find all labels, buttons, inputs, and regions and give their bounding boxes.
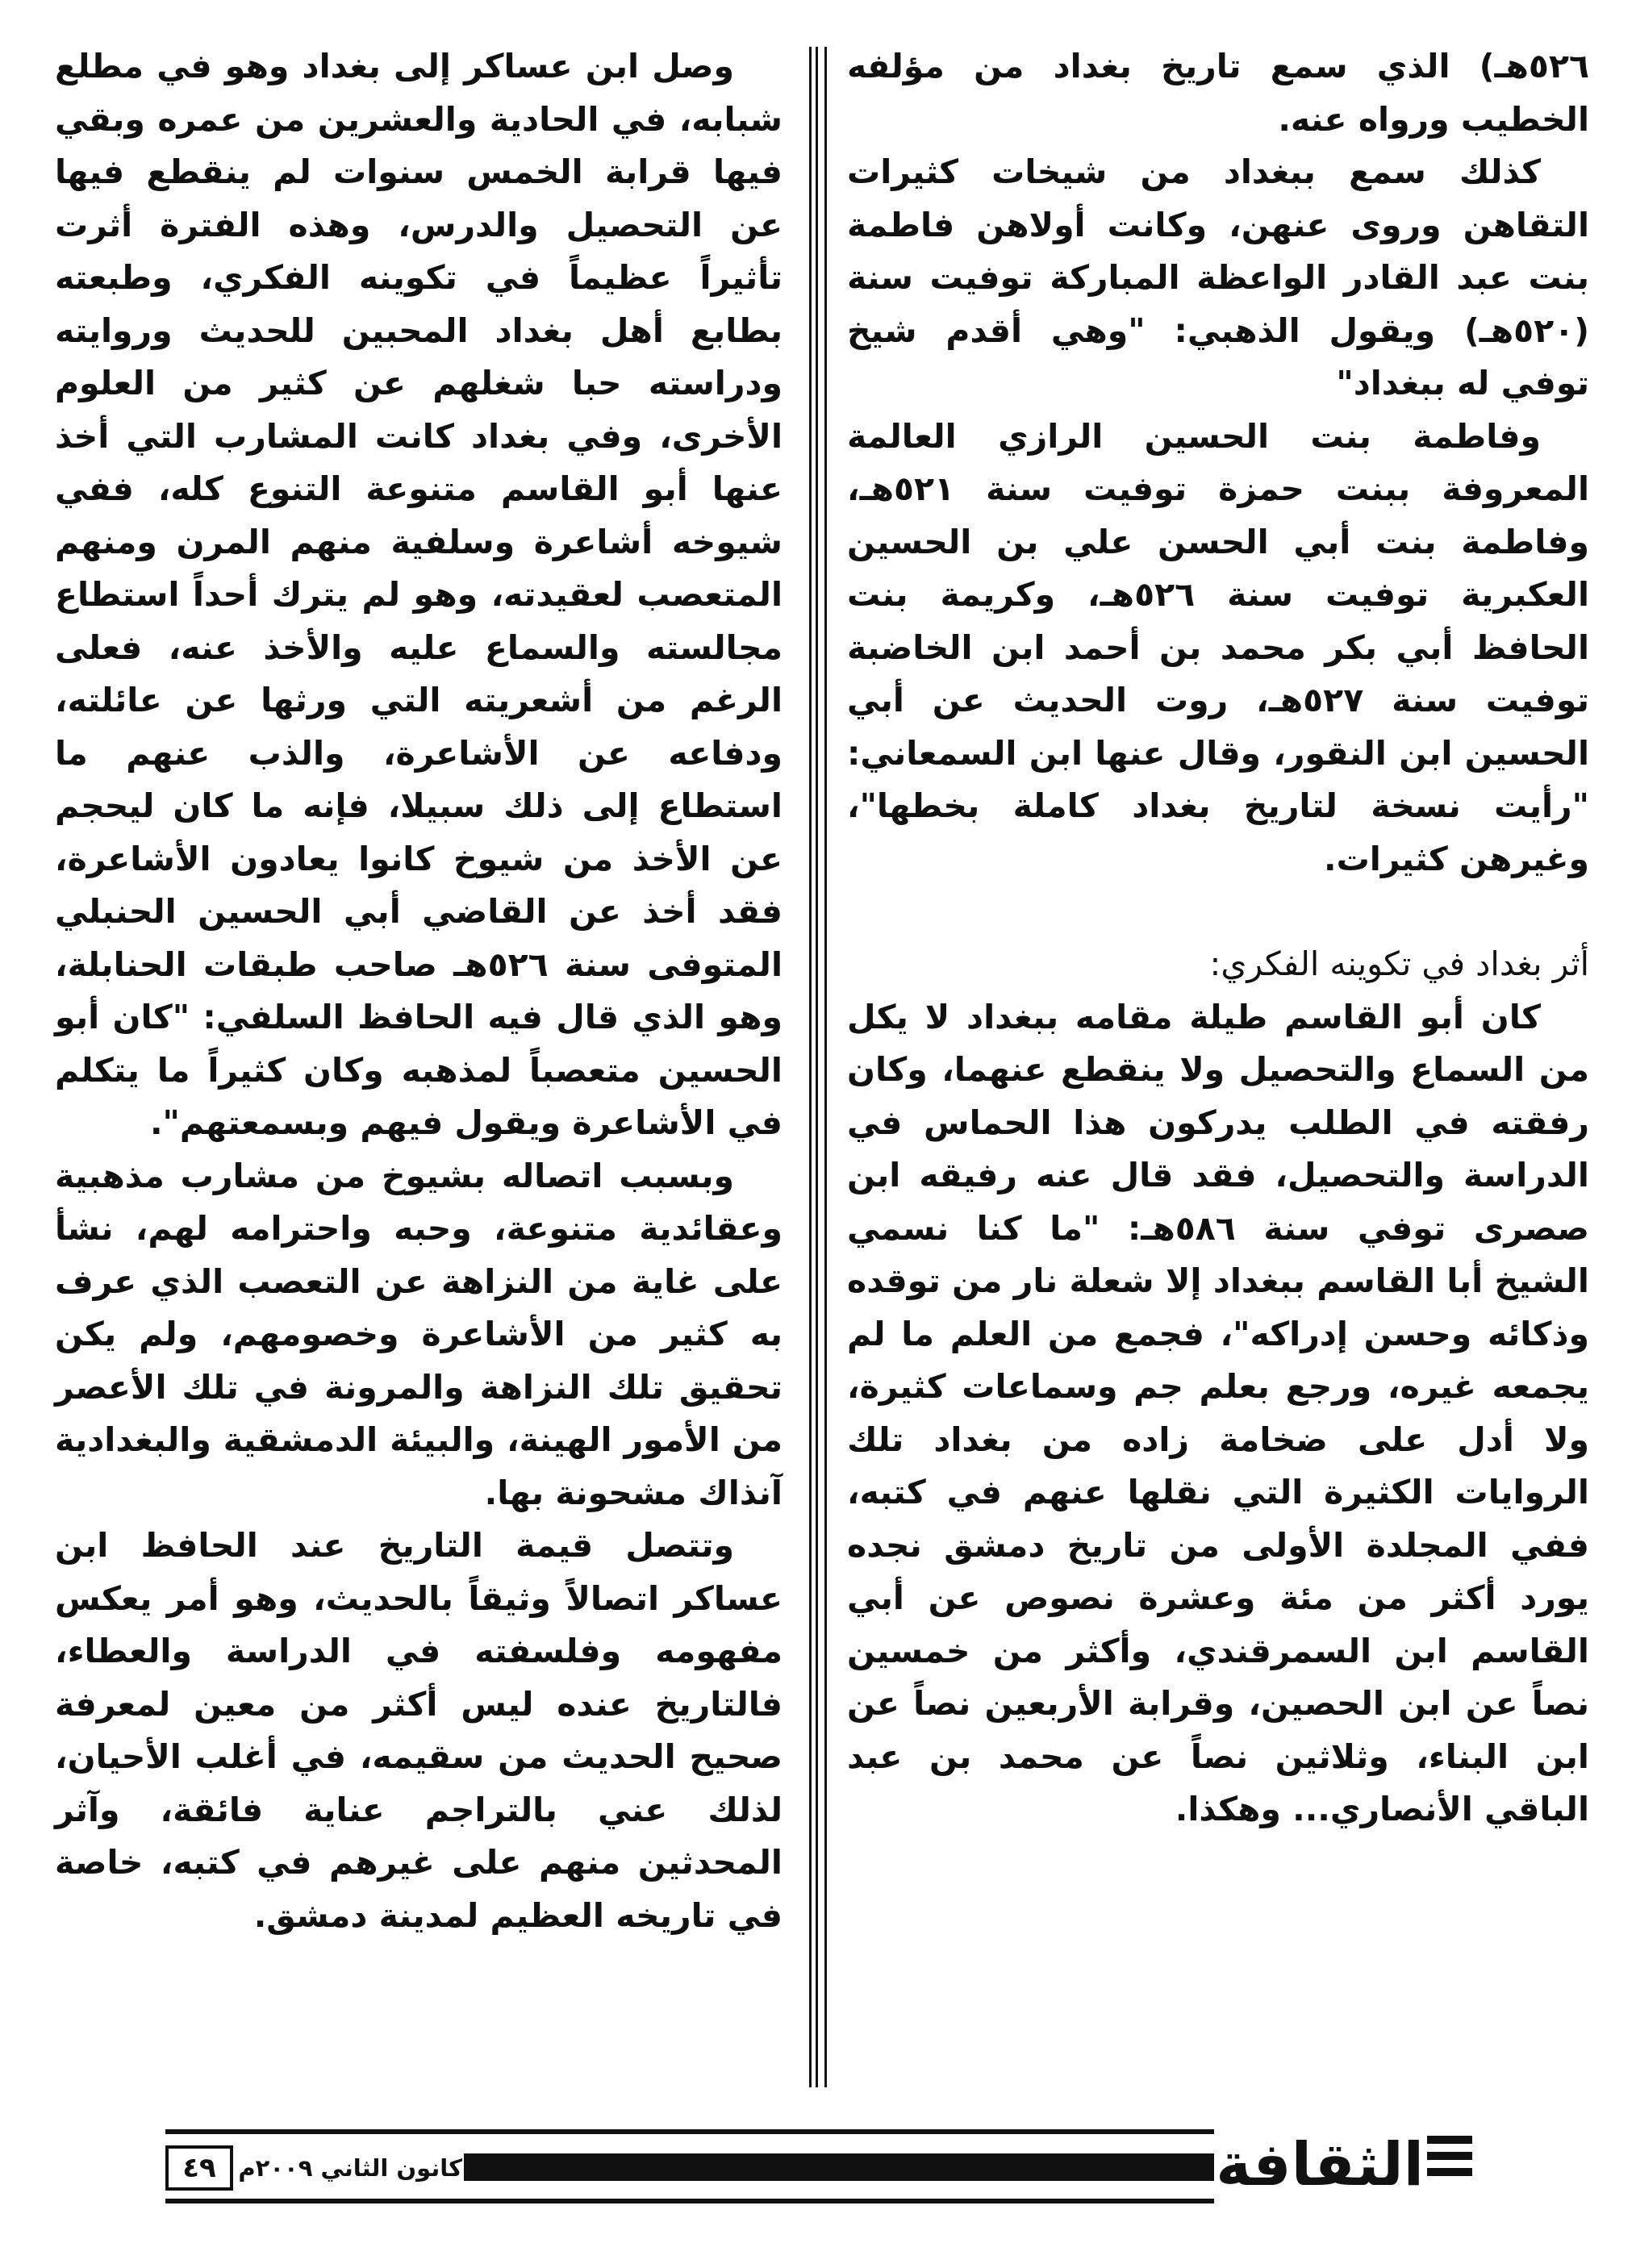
paragraph: وفاطمة بنت الحسين الرازي العالمة المعروفة ببنت حمزة توفيت سنة ٥٢١هـ، وفاطمة بنت أبي الحسن علي بن الحسين العكبرية توفيت سنة ٥٢٦هـ، وكريمة بنت الحافظ أبي بكر محمد بن أحمد ابن الخاضبة توفيت سنة ٥٢٧هـ، روت الحديث عن أبي الحسين ابن النقور، وقال عنها ابن السمعاني: "رأيت نسخة لتاريخ بغداد كاملة بخطها"، وغيرهن كثيرات.	[847, 416, 1589, 878]
footer-bar	[464, 2153, 1214, 2181]
paragraph: وتتصل قيمة التاريخ عند الحافظ ابن عساكر اتصالاً وثيقاً بالحديث، وهو أمر يعكس مفهومه وفلسفته في الدراسة والعطاء، فالتاريخ عنده ليس أكثر من معين لمعرفة صحيح الحديث من سقيمه، في أغلب الأحيان، لذلك عني بالتراجم عناية فائقة، وآثر المحدثين منهم على غيرهم في كتبه، خاصة في تاريخه العظيم لمدينة دمشق.	[55, 1526, 783, 1935]
section-heading: أثر بغداد في تكوينه الفكري:	[1209, 944, 1589, 983]
footer-rule	[165, 2129, 1214, 2134]
logo-bars-icon	[1427, 2136, 1472, 2192]
paragraph: كان أبو القاسم طيلة مقامه ببغداد لا يكل من السماع والتحصيل ولا ينقطع عنهما، وكان رفقته في الطلب يدركون هذا الحماس في الدراسة والتحصيل، فقد قال عنه رفيقه ابن صصرى توفي سنة ٥٨٦هـ: "ما كنا نسمي الشيخ أبا القاسم ببغداد إلا شعلة نار من توقده وذكائه وحسن إدراكه"، فجمع من العلم ما لم يجمعه غيره، ورجع بعلم جم وسماعات كثيرة، ولا أدل على ضخامة زاده من بغداد تلك الروايات الكثيرة التي نقلها عنهم في كتبه، ففي المجلدة الأولى من تاريخ دمشق نجده يورد أكثر من مئة وعشرة نصوص عن أبي القاسم ابن السمرقندي، وأكثر من خمسين نصاً عن ابن الحصين، وقرابة الأربعين نصاً عن ابن البناء، وثلاثين نصاً عن محمد بن عبد الباقي الأنصاري... وهكذا.	[847, 997, 1589, 1828]
right-text-column	[847, 40, 1589, 1836]
paragraph: كذلك سمع ببغداد من شيخات كثيرات التقاهن وروى عنهن، وكانت أولاهن فاطمة بنت عبد القادر الواعظة المباركة توفيت سنة (٥٢٠هـ) ويقول الذهبي: "وهي أقدم شيخ توفي له ببغداد"	[847, 152, 1589, 402]
paragraph: وبسبب اتصاله بشيوخ من مشارب مذهبية وعقائدية متنوعة، وحبه واحترامه لهم، نشأ على غاية من النزاهة عن التعصب الذي عرف به كثير من الأشاعرة وخصومهم، ولم يكن تحقيق تلك النزاهة والمرونة في تلك الأعصر من الأمور الهينة، والبيئة الدمشقية والبغدادية آنذاك مشحونة بها.	[55, 1156, 783, 1512]
issue-date: كانون الثاني ٢٠٠٩م	[238, 2154, 462, 2182]
page-footer	[165, 2121, 1472, 2212]
column-divider	[809, 47, 827, 2087]
paragraph: ٥٢٦هـ) الذي سمع تاريخ بغداد من مؤلفه الخطيب ورواه عنه.	[847, 47, 1589, 139]
logo-text: الثقافة	[1216, 2130, 1424, 2199]
page-number: ٤٩	[165, 2145, 233, 2191]
left-text-column	[55, 40, 783, 1942]
magazine-logo	[1216, 2121, 1472, 2212]
paragraph: وصل ابن عساكر إلى بغداد وهو في مطلع شبابه، في الحادية والعشرين من عمره وبقي فيها قرابة الخمس سنوات لم ينقطع فيها عن التحصيل والدرس، وهذه الفترة أثرت تأثيراً عظيماً في تكوينه الفكري، وطبعته بطابع أهل بغداد المحبين للحديث وروايته ودراسته حبا شغلهم عن كثير من العلوم الأخرى، وفي بغداد كانت المشارب التي أخذ عنها أبو القاسم متنوعة التنوع كله، ففي شيوخه أشاعرة وسلفية منهم المرن ومنهم المتعصب لعقيدته، وهو لم يترك أحداً استطاع مجالسته والسماع عليه والأخذ عنه، فعلى الرغم من أشعريته التي ورثها عن عائلته، ودفاعه عن الأشاعرة، والذب عنهم ما استطاع إلى ذلك سبيلا، فإنه ما كان ليحجم عن الأخذ من شيوخ كانوا يعادون الأشاعرة، فقد أخذ عن القاضي أبي الحسين الحنبلي المتوفى سنة ٥٢٦هـ صاحب طبقات الحنابلة، وهو الذي قال فيه الحافظ السلفي: "كان أبو الحسين متعصباً لمذهبه وكان كثيراً ما يتكلم في الأشاعرة ويقول فيهم وبسمعتهم".	[55, 47, 783, 1142]
footer-rule	[165, 2199, 1214, 2203]
